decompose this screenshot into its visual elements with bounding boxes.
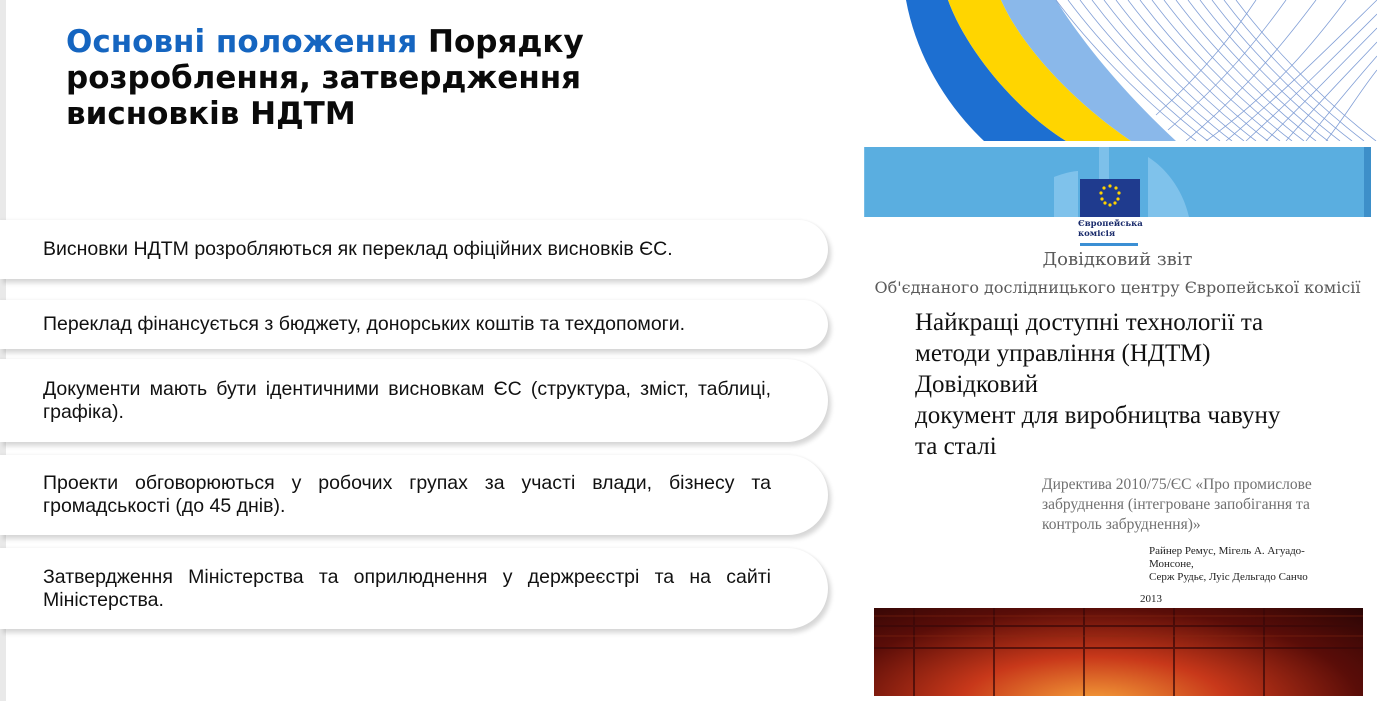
bullet-text-3: Документи мають бути ідентичними висновкам ЄС (структура, зміст, таблиці, графіка). — [43, 377, 771, 423]
cover-title-line: Найкращі доступні технології та — [915, 309, 1264, 336]
cover-authors — [1149, 545, 1349, 584]
cover-author-line: Монсоне, — [1149, 558, 1194, 570]
cover-title-line: та сталі — [915, 433, 997, 460]
eu-logo-underline — [1080, 243, 1138, 246]
document-cover — [864, 147, 1371, 696]
bullet-card-2 — [0, 300, 828, 349]
bullet-text-2: Переклад фінансується з бюджету, донорських коштів та техдопомоги. — [43, 313, 686, 335]
cover-subtitle-1: Довідковий звіт — [1042, 249, 1193, 270]
title-rest: Порядку розроблення, затвердження висновків НДТМ — [66, 24, 584, 132]
cover-author-line: Райнер Ремус, Мігель А. Агуадо- — [1149, 545, 1305, 557]
bullet-text-4: Проекти обговорюються у робочих групах за участі влади, бізнесу та громадськості (до 45 днів). — [43, 472, 771, 517]
flag-wave-graphic — [906, 0, 1377, 141]
bullet-text-5: Затвердження Міністерства та оприлюднення у держреєстрі та на сайті Міністерства. — [43, 565, 771, 611]
eu-commission-label: Європейська комісія — [1078, 219, 1143, 239]
bullet-card-3 — [0, 359, 828, 442]
steel-furnace-photo — [874, 608, 1363, 696]
bullet-card-5 — [0, 548, 828, 629]
slide-title — [66, 24, 666, 132]
cover-title — [915, 307, 1335, 462]
title-accent: Основні положення — [66, 24, 418, 60]
cover-title-line: документ для виробництва чавуну — [915, 402, 1281, 429]
cover-title-line: Довідковий — [915, 371, 1038, 398]
flag-wave-banner — [906, 0, 1377, 141]
bullet-card-1 — [0, 220, 828, 279]
cover-directive: Директива 2010/75/ЄС «Про промислове забруднення (інтегроване запобігання та контроль забруднення)» — [1042, 476, 1312, 533]
cover-year: 2013 — [1140, 593, 1162, 605]
cover-title-line: методи управління (НДТМ) — [915, 340, 1211, 367]
cover-author-line: Серж Рудьє, Луіс Дельгадо Санчо — [1149, 571, 1308, 583]
bullet-card-4 — [0, 455, 828, 535]
bullet-text-1: Висновки НДТМ розробляються як переклад офіційних висновків ЄС. — [43, 238, 673, 260]
cover-subtitle-2: Об'єднаного дослідницького центру Європейської комісії — [874, 278, 1361, 297]
furnace-structure — [874, 608, 1363, 696]
